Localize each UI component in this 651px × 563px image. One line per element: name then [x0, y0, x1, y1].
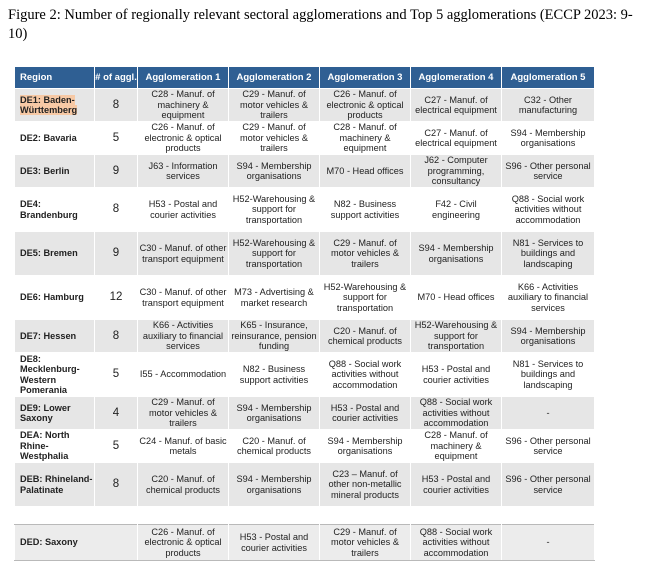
table-row — [15, 397, 595, 430]
agglomeration-2-cell: H52-Warehousing & support for transportation — [229, 188, 320, 232]
table-row — [15, 122, 595, 155]
agglomeration-5-cell: S96 - Other personal service — [502, 463, 595, 507]
agglomeration-3-cell: S94 - Membership organisations — [320, 430, 411, 463]
header-agglomeration-1: Agglomeration 1 — [138, 67, 229, 89]
agglomeration-3-cell: Q88 - Social work activities without accommodation — [320, 353, 411, 397]
table-row — [15, 430, 595, 463]
agglomeration-1-cell: C30 - Manuf. of other transport equipment — [138, 276, 229, 320]
header-agglomeration-2: Agglomeration 2 — [229, 67, 320, 89]
agglomeration-4-cell: C27 - Manuf. of electrical equipment — [411, 122, 502, 155]
agglomeration-4-cell: Q88 - Social work activities without accommodation — [411, 397, 502, 430]
table-header-row — [15, 67, 595, 89]
region-cell — [15, 155, 95, 188]
aggl-count-cell: 8 — [95, 89, 138, 122]
agglomeration-5-cell: C32 - Other manufacturing — [502, 89, 595, 122]
agglomeration-4-cell: H53 - Postal and courier activities — [411, 463, 502, 507]
table-row — [15, 188, 595, 232]
agglomeration-3-cell: M70 - Head offices — [320, 155, 411, 188]
agglomeration-3-cell: H53 - Postal and courier activities — [320, 397, 411, 430]
region-cell: DED: Saxony — [15, 525, 138, 561]
agglomeration-5-cell: S94 - Membership organisations — [502, 122, 595, 155]
region-label: DE9: Lower Saxony — [20, 402, 71, 423]
region-cell — [15, 188, 95, 232]
aggl-count-cell: 5 — [95, 122, 138, 155]
agglomeration-4-cell: F42 - Civil engineering — [411, 188, 502, 232]
agglomeration-4-cell: Q88 - Social work activities without accommodation — [411, 525, 502, 561]
agglomeration-1-cell: C26 - Manuf. of electronic & optical products — [138, 122, 229, 155]
agglomeration-2-cell: H53 - Postal and courier activities — [229, 525, 320, 561]
agglomeration-4-cell: C28 - Manuf. of machinery & equipment — [411, 430, 502, 463]
agglomeration-4-cell: S94 - Membership organisations — [411, 232, 502, 276]
region-cell — [15, 353, 95, 397]
region-label: DE4: Brandenburg — [20, 199, 78, 220]
agglomeration-3-cell: N82 - Business support activities — [320, 188, 411, 232]
table-row-saxony — [15, 525, 595, 561]
agglomeration-2-cell: C29 - Manuf. of motor vehicles & trailers — [229, 89, 320, 122]
header-agglomeration-3: Agglomeration 3 — [320, 67, 411, 89]
agglomeration-3-cell: C28 - Manuf. of machinery & equipment — [320, 122, 411, 155]
agglomeration-4-cell: C27 - Manuf. of electrical equipment — [411, 89, 502, 122]
region-cell — [15, 276, 95, 320]
region-label: DE2: Bavaria — [20, 132, 77, 143]
agglomeration-3-cell: H52-Warehousing & support for transportation — [320, 276, 411, 320]
table-row — [15, 89, 595, 122]
aggl-count-cell: 8 — [95, 188, 138, 232]
aggl-count-cell: 5 — [95, 353, 138, 397]
agglomeration-5-cell: Q88 - Social work activities without accommodation — [502, 188, 595, 232]
agglomeration-3-cell: C29 - Manuf. of motor vehicles & trailers — [320, 525, 411, 561]
agglomeration-4-cell: H52-Warehousing & support for transportation — [411, 320, 502, 353]
agglomeration-5-cell: S96 - Other personal service — [502, 430, 595, 463]
agglomeration-5-cell: S94 - Membership organisations — [502, 320, 595, 353]
agglomeration-2-cell: C20 - Manuf. of chemical products — [229, 430, 320, 463]
header-num-aggl: # of aggl. — [95, 67, 138, 89]
region-label: DEB: Rhineland-Palatinate — [20, 474, 93, 495]
table-row — [15, 232, 595, 276]
agglomeration-1-cell: C30 - Manuf. of other transport equipment — [138, 232, 229, 276]
agglomeration-1-cell: H53 - Postal and courier activities — [138, 188, 229, 232]
agglomeration-1-cell: C20 - Manuf. of chemical products — [138, 463, 229, 507]
region-cell — [15, 320, 95, 353]
agglomeration-3-cell: C26 - Manuf. of electronic & optical products — [320, 89, 411, 122]
table-row — [15, 320, 595, 353]
region-label: DE3: Berlin — [20, 165, 70, 176]
agglomeration-1-cell: C26 - Manuf. of electronic & optical products — [138, 525, 229, 561]
agglomeration-1-cell: J63 - Information services — [138, 155, 229, 188]
agglomeration-3-cell: C20 - Manuf. of chemical products — [320, 320, 411, 353]
region-label: DE7: Hessen — [20, 330, 77, 341]
region-label: DE6: Hamburg — [20, 292, 84, 303]
agglomeration-1-cell: C24 - Manuf. of basic metals — [138, 430, 229, 463]
agglomeration-2-cell: S94 - Membership organisations — [229, 397, 320, 430]
agglomeration-5-cell: K66 - Activities auxiliary to financial services — [502, 276, 595, 320]
agglomeration-2-cell: M73 - Advertising & market research — [229, 276, 320, 320]
agglomeration-3-cell: C29 - Manuf. of motor vehicles & trailers — [320, 232, 411, 276]
aggl-count-cell: 4 — [95, 397, 138, 430]
agglomeration-1-cell: K66 - Activities auxiliary to financial services — [138, 320, 229, 353]
aggl-count-cell: 9 — [95, 232, 138, 276]
region-label: DE5: Bremen — [20, 248, 78, 259]
agglomeration-1-cell: C29 - Manuf. of motor vehicles & trailers — [138, 397, 229, 430]
region-cell — [15, 430, 95, 463]
table-row — [15, 353, 595, 397]
figure-caption: Figure 2: Number of regionally relevant sectoral agglomerations and Top 5 agglomerations (ECCP 2023: 9-10) — [8, 7, 633, 42]
agglomeration-3-cell: C23 – Manuf. of other non-metallic mineral products — [320, 463, 411, 507]
table-row — [15, 463, 595, 507]
agglomeration-5-cell: - — [502, 397, 595, 430]
agglomeration-4-cell: J62 - Computer programming, consultancy — [411, 155, 502, 188]
region-label: DE8: Mecklenburg-Western Pomerania — [20, 353, 80, 395]
agglomeration-2-cell: S94 - Membership organisations — [229, 463, 320, 507]
region-cell — [15, 89, 95, 122]
agglomeration-1-cell: C28 - Manuf. of machinery & equipment — [138, 89, 229, 122]
table-row — [15, 155, 595, 188]
agglomeration-table — [14, 66, 595, 507]
aggl-count-cell: 8 — [95, 320, 138, 353]
region-cell — [15, 463, 95, 507]
saxony-table — [14, 524, 595, 561]
agglomeration-4-cell: H53 - Postal and courier activities — [411, 353, 502, 397]
region-label: DEA: North Rhine-Westphalia — [20, 430, 70, 462]
region-cell — [15, 232, 95, 276]
agglomeration-4-cell: M70 - Head offices — [411, 276, 502, 320]
agglomeration-2-cell: C29 - Manuf. of motor vehicles & trailers — [229, 122, 320, 155]
agglomeration-2-cell: N82 - Business support activities — [229, 353, 320, 397]
region-label: DE1: Baden-Württemberg — [20, 94, 78, 115]
aggl-count-cell: 8 — [95, 463, 138, 507]
agglomeration-5-cell: N81 - Services to buildings and landscaping — [502, 353, 595, 397]
header-region: Region — [15, 67, 95, 89]
aggl-count-cell: 5 — [95, 430, 138, 463]
agglomeration-5-cell: - — [502, 525, 595, 561]
agglomeration-2-cell: K65 - Insurance, reinsurance, pension funding — [229, 320, 320, 353]
region-cell — [15, 122, 95, 155]
agglomeration-2-cell: S94 - Membership organisations — [229, 155, 320, 188]
header-agglomeration-5: Agglomeration 5 — [502, 67, 595, 89]
agglomeration-2-cell: H52-Warehousing & support for transportation — [229, 232, 320, 276]
header-agglomeration-4: Agglomeration 4 — [411, 67, 502, 89]
table-row — [15, 276, 595, 320]
region-cell — [15, 397, 95, 430]
aggl-count-cell: 12 — [95, 276, 138, 320]
aggl-count-cell: 9 — [95, 155, 138, 188]
agglomeration-5-cell: S96 - Other personal service — [502, 155, 595, 188]
agglomeration-5-cell: N81 - Services to buildings and landscaping — [502, 232, 595, 276]
agglomeration-1-cell: I55 - Accommodation — [138, 353, 229, 397]
